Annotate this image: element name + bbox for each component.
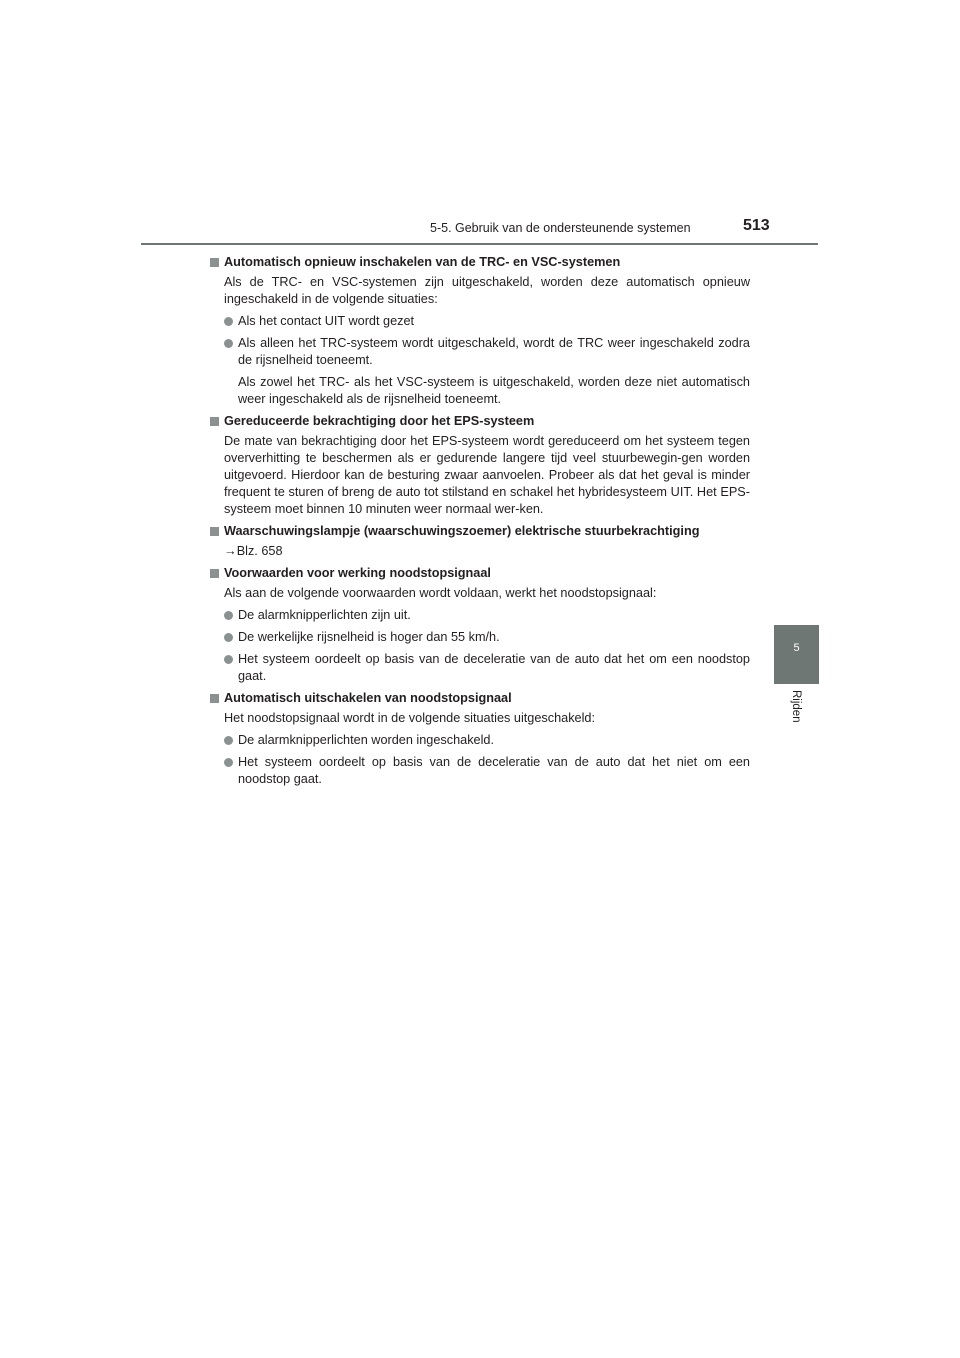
section-title: 5-5. Gebruik van de ondersteunende systemen (430, 221, 691, 235)
list-item-text: Het systeem oordeelt op basis van de deceleratie van de auto dat het om een noodstop gaat. (238, 652, 750, 683)
list-item-text: De alarmknipperlichten worden ingeschakeld. (238, 733, 495, 747)
round-bullet-icon (224, 736, 233, 745)
chapter-number: 5 (793, 642, 800, 654)
list-item (224, 732, 750, 749)
list-item (224, 629, 750, 646)
chapter-tab (774, 625, 819, 684)
header-divider (141, 243, 818, 245)
square-bullet-icon (210, 258, 219, 267)
section-heading (210, 565, 750, 582)
list-item (224, 335, 750, 369)
square-bullet-icon (210, 694, 219, 703)
section-intro: Het noodstopsignaal wordt in de volgende situaties uitgeschakeld: (224, 711, 595, 725)
page-content (210, 254, 750, 788)
list-item-text: Als alleen het TRC-systeem wordt uitgeschakeld, wordt de TRC weer ingeschakeld zodra de rijsnelheid toeneemt. (238, 336, 750, 367)
list-item-text: De werkelijke rijsnelheid is hoger dan 55 km/h. (238, 630, 500, 644)
chapter-label (778, 690, 818, 730)
section-intro: Als aan de volgende voorwaarden wordt voldaan, werkt het noodstopsignaal: (224, 586, 657, 600)
round-bullet-icon (224, 339, 233, 348)
section-heading-text: Gereduceerde bekrachtiging door het EPS-systeem (224, 414, 535, 428)
section-heading (210, 254, 750, 271)
round-bullet-icon (224, 317, 233, 326)
square-bullet-icon (210, 417, 219, 426)
page-reference: →Blz. 658 (224, 544, 283, 558)
list-item (224, 313, 750, 330)
round-bullet-icon (224, 633, 233, 642)
round-bullet-icon (224, 655, 233, 664)
square-bullet-icon (210, 569, 219, 578)
round-bullet-icon (224, 758, 233, 767)
square-bullet-icon (210, 527, 219, 536)
list-item (224, 607, 750, 624)
section-intro: De mate van bekrachtiging door het EPS-systeem wordt gereduceerd om het systeem tegen oververhitting te beschermen als er gedurende langere tijd veel stuurbewegin-gen worden uitgevoerd. Hierdoor kan de besturing zwaar aanvoelen. Probeer als dat het geval is minder frequent te sturen of breng de auto tot stilstand en schakel het hybridesysteem UIT. Het EPS-systeem moet binnen 10 minuten weer normaal wer-ken. (224, 434, 750, 516)
section-intro: Als de TRC- en VSC-systemen zijn uitgeschakeld, worden deze automatisch opnieuw ingeschakeld in de volgende situaties: (224, 275, 750, 306)
page-number: 513 (743, 217, 770, 234)
section-heading-text: Waarschuwingslampje (waarschuwingszoemer) elektrische stuurbekrachtiging (224, 524, 700, 538)
list-item-text: Als het contact UIT wordt gezet (238, 314, 415, 328)
section-heading (210, 523, 750, 540)
section-note: Als zowel het TRC- als het VSC-systeem is uitgeschakeld, worden deze niet automatisch weer ingeschakeld als de rijsnelheid toeneemt. (238, 375, 750, 406)
round-bullet-icon (224, 611, 233, 620)
section-heading (210, 690, 750, 707)
section-heading-text: Voorwaarden voor werking noodstopsignaal (224, 566, 491, 580)
section-heading (210, 413, 750, 430)
section-heading-text: Automatisch opnieuw inschakelen van de TRC- en VSC-systemen (224, 255, 621, 269)
list-item (224, 754, 750, 788)
section-heading-text: Automatisch uitschakelen van noodstopsignaal (224, 691, 512, 705)
list-item-text: Het systeem oordeelt op basis van de deceleratie van de auto dat het niet om een noodstop gaat. (238, 755, 750, 786)
list-item (224, 651, 750, 685)
chapter-name: Rijden (790, 690, 802, 723)
list-item-text: De alarmknipperlichten zijn uit. (238, 608, 411, 622)
